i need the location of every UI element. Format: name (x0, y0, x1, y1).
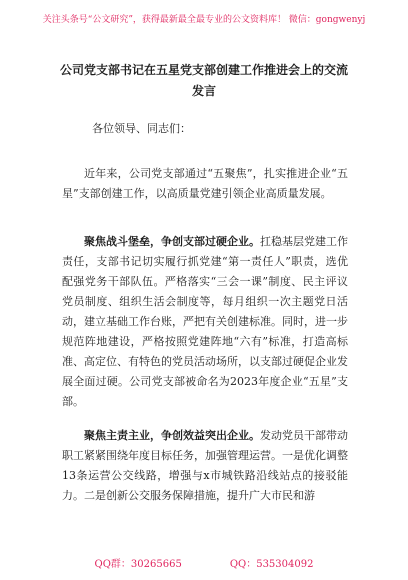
section-body-1: 扛稳基层党建工作责任，支部书记切实履行抓党建“第一责任人”职责，选优配强党务干部队伍。严格落实“三会一课”制度、民主评议党员制度、组织生活会制度等，每月组织一次主题党日活动，建立基础工作台账，严把有关创建标准。同时，进一步规范阵地建设，严格按照党建阵地“六有”标准，打造高标准、高定位、有特色的党员活动场所，以支部过硬促企业发展全面过硬。公司党支部被命名为2023年度企业“五星”支部。 (62, 235, 348, 408)
section-paragraph-2 (62, 426, 348, 506)
greeting: 各位领导、同志们： (92, 122, 191, 135)
section-paragraph-1 (62, 232, 348, 412)
footer-qq-group: QQ群：30265665 (94, 559, 182, 570)
footer-banner (0, 555, 408, 570)
intro-paragraph: 近年来，公司党支部通过“五聚焦”，扎实推进企业“五星”支部创建工作，以高质量党建引领企业高质量发展。 (62, 167, 348, 200)
section-body-2: 发动党员干部带动职工紧紧围绕年度目标任务，加强管理运营。一是优化调整13条运营公交线路，增强与x市城铁路沿线站点的接驳能力。二是创新公交服务保障措施，提升广大市民和游 (62, 429, 348, 502)
document-title: 公司党支部书记在五星党支部创建工作推进会上的交流发言 (59, 63, 348, 98)
footer-qq: QQ：535304092 (229, 559, 314, 570)
section-heading-1: 聚焦战斗堡垒，争创支部过硬企业。 (84, 235, 260, 248)
header-banner: 关注头条号“公文研究”，获得最新最全最专业的公文资料库！ 微信：gongwenyj (42, 15, 366, 25)
section-heading-2: 聚焦主责主业，争创效益突出企业。 (84, 429, 260, 442)
